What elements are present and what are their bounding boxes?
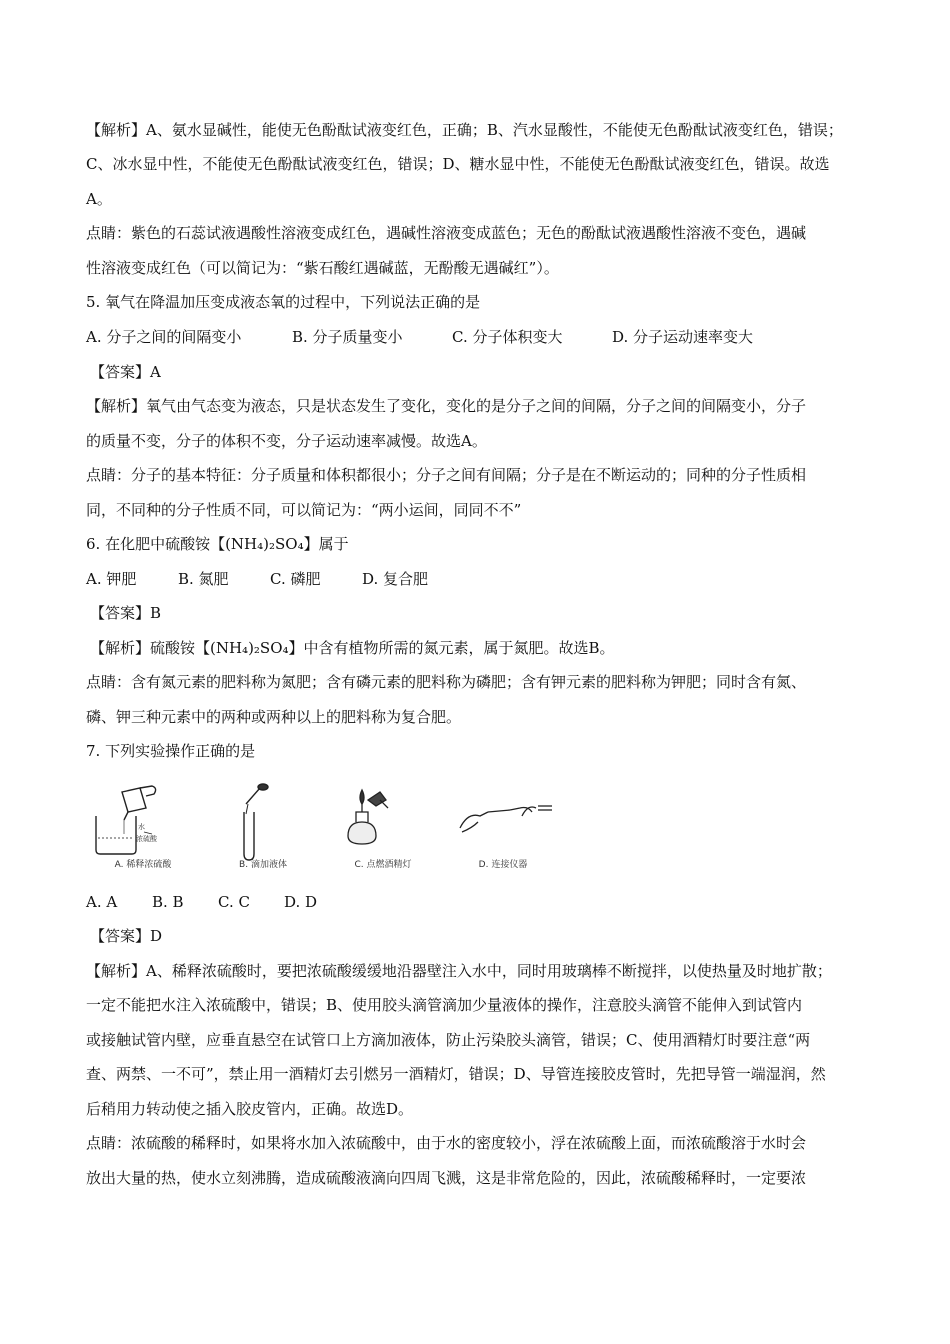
q5-option-c: C. 分子体积变大 bbox=[452, 328, 563, 346]
q5-options bbox=[86, 327, 753, 347]
tip-q7-line1: 点睛：浓硫酸的稀释时，如果将水加入浓硫酸中，由于水的密度较小，浮在浓硫酸上面，而浓硫酸溶于水时会 bbox=[86, 1134, 807, 1152]
label-acid: 浓硫酸 bbox=[136, 835, 157, 843]
q5-option-a: A. 分子之间的间隔变小 bbox=[86, 328, 242, 346]
q7-option-d: D. D bbox=[284, 893, 318, 911]
caption-a: A. 稀释浓硫酸 bbox=[114, 860, 172, 870]
q7-option-a: A. A bbox=[86, 893, 118, 911]
tip-q5-line1: 点睛：分子的基本特征：分子质量和体积都很小；分子之间有间隔；分子是在不断运动的；同种的分子性质相 bbox=[86, 466, 807, 484]
analysis-q7-line2: 一定不能把水注入浓硫酸中，错误；B、使用胶头滴管滴加少量液体的操作，注意胶头滴管不能伸入到试管内 bbox=[86, 996, 803, 1014]
tip-q6-line1: 点睛：含有氮元素的肥料称为氮肥；含有磷元素的肥料称为磷肥；含有钾元素的肥料称为钾肥；同时含有氮、 bbox=[86, 673, 807, 691]
figure-d-connect-tube bbox=[448, 782, 558, 872]
tip-q6-line2: 磷、钾三种元素中的两种或两种以上的肥料称为复合肥。 bbox=[86, 708, 462, 726]
analysis-q7-line1: 【解析】A、稀释浓硫酸时，要把浓硫酸缓缓地沿器壁注入水中，同时用玻璃棒不断搅拌，以使热量及时地扩散； bbox=[86, 962, 832, 980]
tip-q4-line1: 点睛：紫色的石蕊试液遇酸性溶液变成红色，遇碱性溶液变成蓝色；无色的酚酞试液遇酸性溶液不变色，遇碱 bbox=[86, 224, 807, 242]
q7-option-c: C. C bbox=[218, 893, 250, 911]
tip-q4-line2: 性溶液变成红色（可以简记为：“紫石酸红遇碱蓝，无酚酸无遇碱红”）。 bbox=[86, 259, 559, 277]
analysis-q4-line3: A。 bbox=[86, 190, 112, 208]
q6-option-a: A. 钾肥 bbox=[86, 570, 137, 588]
tip-q7-line2: 放出大量的热，使水立刻沸腾，造成硫酸液滴向四周飞溅，这是非常危险的，因此，浓硫酸稀释时，一定要浓 bbox=[86, 1169, 807, 1187]
analysis-q6: 【解析】硫酸铵【(NH₄)₂SO₄】中含有植物所需的氮元素，属于氮肥。故选B。 bbox=[90, 639, 615, 657]
q6-option-b: B. 氮肥 bbox=[178, 570, 229, 588]
figure-a-dilute-acid bbox=[88, 782, 198, 872]
analysis-q7-line3: 或接触试管内壁，应垂直悬空在试管口上方滴加液体，防止污染胶头滴管，错误；C、使用酒精灯时要注意“两 bbox=[86, 1031, 811, 1049]
answer-q7: 【答案】D bbox=[90, 927, 163, 945]
analysis-q5-line2: 的质量不变，分子的体积不变，分子运动速率减慢。故选A。 bbox=[86, 432, 487, 450]
caption-d: D. 连接仪器 bbox=[478, 860, 528, 870]
answer-q5: 【答案】A bbox=[90, 363, 161, 381]
figure-b-drop-liquid bbox=[208, 782, 318, 872]
answer-q6: 【答案】B bbox=[90, 604, 162, 622]
caption-c: C. 点燃酒精灯 bbox=[354, 860, 412, 870]
question-5: 5. 氧气在降温加压变成液态氧的过程中，下列说法正确的是 bbox=[86, 293, 481, 311]
q5-option-d: D. 分子运动速率变大 bbox=[612, 328, 754, 346]
analysis-q5-line1: 【解析】氧气由气态变为液态，只是状态发生了变化，变化的是分子之间的间隔，分子之间的间隔变小，分子 bbox=[86, 397, 807, 415]
q7-options bbox=[86, 892, 317, 912]
q6-option-c: C. 磷肥 bbox=[270, 570, 321, 588]
tip-q5-line2: 同，不同种的分子性质不同，可以简记为：“两小运间，同同不不” bbox=[86, 501, 522, 519]
q7-option-b: B. B bbox=[152, 893, 184, 911]
question-7: 7. 下列实验操作正确的是 bbox=[86, 742, 256, 760]
caption-b: B. 滴加液体 bbox=[239, 860, 287, 870]
analysis-q4-line1: 【解析】A、氨水显碱性，能使无色酚酞试液变红色，正确；B、汽水显酸性，不能使无色酚酞试液变红色，错误； bbox=[86, 121, 843, 139]
analysis-q4-line2: C、冰水显中性，不能使无色酚酞试液变红色，错误；D、糖水显中性，不能使无色酚酞试液变红色，错误。故选 bbox=[86, 155, 830, 173]
q5-option-b: B. 分子质量变小 bbox=[292, 328, 403, 346]
q7-figure bbox=[88, 782, 568, 872]
q6-option-d: D. 复合肥 bbox=[362, 570, 429, 588]
analysis-q7-line5: 后稍用力转动使之插入胶皮管内，正确。故选D。 bbox=[86, 1100, 414, 1118]
q6-options bbox=[86, 569, 428, 589]
label-water: 水 bbox=[138, 823, 145, 831]
analysis-q7-line4: 查、两禁、一不可”，禁止用一酒精灯去引燃另一酒精灯，错误；D、导管连接胶皮管时，先把导管一端湿润，然 bbox=[86, 1065, 826, 1083]
question-6: 6. 在化肥中硫酸铵【(NH₄)₂SO₄】属于 bbox=[86, 535, 349, 553]
figure-c-light-lamp bbox=[328, 782, 438, 872]
